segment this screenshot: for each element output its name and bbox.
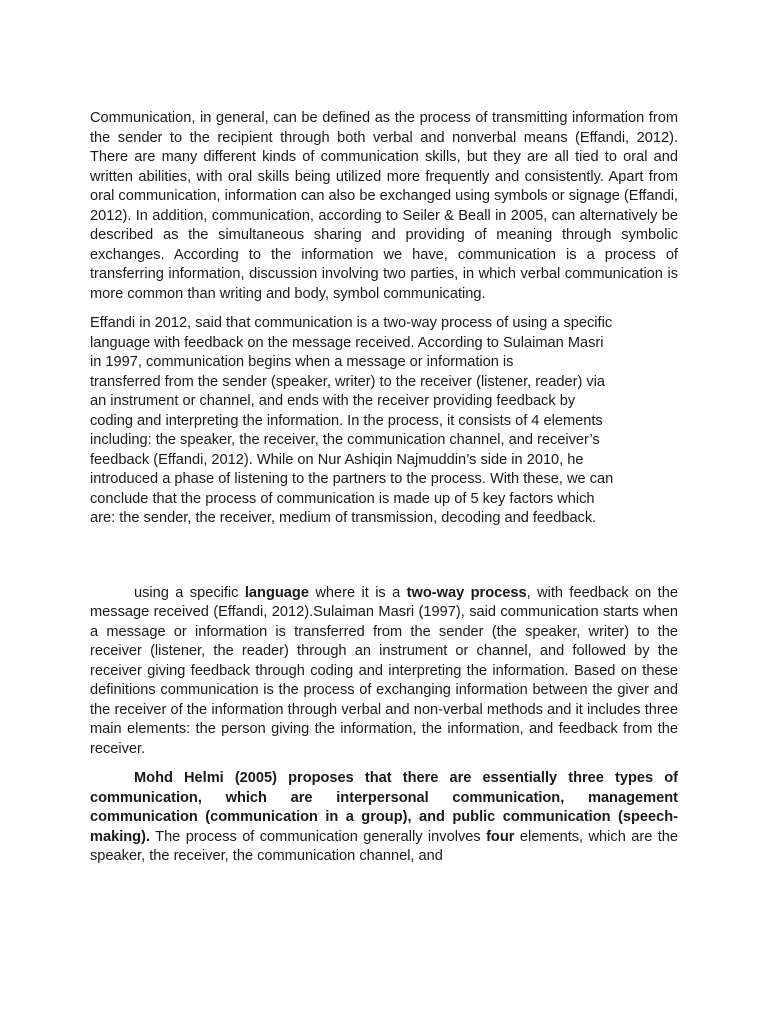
paragraph-two-way-process [90, 584, 678, 760]
text-line: including: the speaker, the receiver, the communication channel, and receiver’s [90, 432, 600, 448]
text-run: where it is a [308, 584, 407, 601]
bold-statement-three-types: Mohd Helmi (2005) proposes that there are essentially three types of communication, which are interpersonal communication, management communication (communication in a group), and public communication (speech-making). [90, 770, 678, 845]
text-line: feedback (Effandi, 2012). While on Nur Ashiqin Najmuddin’s side in 2010, he [90, 451, 584, 468]
text-line: in 1997, communication begins when a message or information is [90, 354, 514, 370]
text-line: an instrument or channel, and ends with the receiver providing feedback by [90, 393, 576, 409]
text-line: Effandi in 2012, said that communication is a two-way process of using a specific [90, 315, 613, 331]
bold-term-four: four [486, 828, 515, 845]
text-run: , with feedback on the message received (Effandi, 2012).Sulaiman Masri (1997), said communication starts when a message or information is transferred from the sender (the speaker, writer) to the receiver (listener, the reader) through an instrument or channel, and followed by the receiver giving feedback through coding and interpreting the information. Based on these definitions communication is the process of exchanging information between the giver and the receiver of the information through verbal and non-verbal methods and it includes three main elements: the person giving the information, the information, and feedback from the receiver. [90, 584, 678, 757]
bold-term-language: language [244, 584, 309, 601]
text-line: coding and interpreting the information. In the process, it consists of 4 elements [90, 412, 603, 429]
text-line: are: the sender, the receiver, medium of transmission, decoding and feedback. [90, 510, 597, 526]
text-line: transferred from the sender (speaker, writer) to the receiver (listener, reader) via [90, 373, 606, 390]
text-run: The process of communication generally involves [150, 828, 487, 845]
document-page [90, 109, 678, 867]
text-line: language with feedback on the message received. According to Sulaiman Masri [90, 334, 604, 351]
text-line: introduced a phase of listening to the partners to the process. With these, we can [90, 471, 614, 487]
text-run: using a specific [134, 584, 245, 601]
paragraph-communication-definition: Communication, in general, can be defined as the process of transmitting information from the sender to the recipient through both verbal and nonverbal means (Effandi, 2012). There are many different kinds of communication skills, but they are all tied to oral and written abilities, with oral skills being utilized more frequently and consistently. Apart from oral communication, information can also be exchanged using symbols or signage (Effandi, 2012). In addition, communication, according to Seiler & Beall in 2005, can alternatively be described as the simultaneous sharing and providing of meaning through symbolic exchanges. According to the information we have, communication is a process of transferring information, discussion involving two parties, in which verbal communication is more common than writing and body, symbol communicating. [90, 110, 678, 302]
text-line: conclude that the process of communication is made up of 5 key factors which [90, 490, 595, 507]
text-run: elements, which are the speaker, the receiver, the communication channel, and [90, 828, 678, 864]
blank-gap [90, 529, 678, 584]
bold-term-two-way-process: two-way process [406, 584, 527, 601]
paragraph-mohd-helmi-types [90, 769, 678, 867]
paragraph-effandi-two-way-process [90, 314, 678, 529]
